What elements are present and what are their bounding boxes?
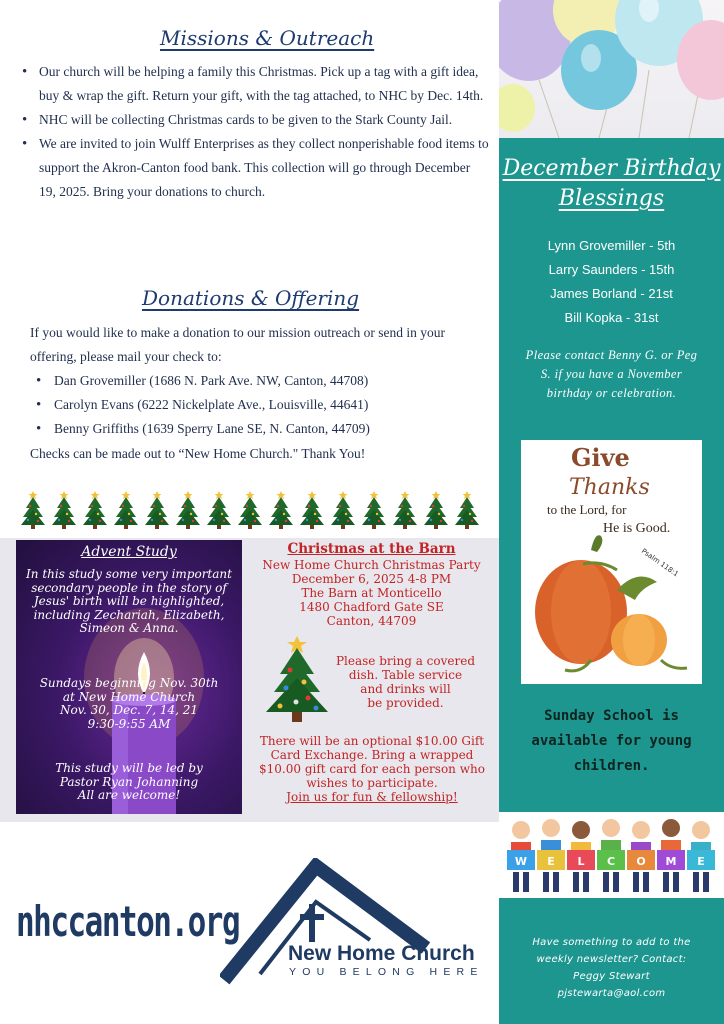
barn-food-line: dish. Table service bbox=[348, 668, 463, 682]
birthday-title bbox=[499, 154, 724, 214]
advent-leader-line: All are welcome! bbox=[77, 788, 181, 802]
donations-address-list bbox=[36, 369, 486, 441]
barn-detail-line: Canton, 44709 bbox=[326, 614, 417, 628]
christmas-tree-icon bbox=[299, 490, 325, 530]
welcome-letter: C bbox=[606, 855, 616, 868]
right-sidebar bbox=[499, 0, 724, 1024]
advent-title: Advent Study bbox=[81, 544, 177, 560]
barn-food-line: be provided. bbox=[367, 696, 444, 710]
advent-schedule bbox=[16, 677, 242, 731]
logo-church-name: New Home Church bbox=[288, 942, 475, 965]
christmas-tree-icon bbox=[237, 490, 263, 530]
welcome-letter: L bbox=[577, 855, 585, 868]
advent-schedule-line: at New Home Church bbox=[62, 689, 196, 704]
christmas-tree-icon bbox=[206, 490, 232, 530]
donations-intro: If you would like to make a donation to our mission outreach or send in your offering, please mail your check to: bbox=[30, 325, 446, 364]
thanks-art-line3: to the Lord, for bbox=[547, 502, 627, 517]
christmas-tree-icon bbox=[113, 490, 139, 530]
barn-detail-line: December 6, 2025 4-8 PM bbox=[291, 572, 452, 586]
barn-detail-line: The Barn at Monticello bbox=[301, 586, 442, 600]
welcome-letter: W bbox=[514, 855, 528, 868]
join-us-text: Join us for fun & fellowship! bbox=[286, 790, 458, 804]
birthday-item: James Borland - 21st bbox=[550, 286, 673, 301]
birthday-title-line1: December Birthday bbox=[502, 156, 721, 181]
donations-closing: Checks can be made out to “New Home Church." Thank You! bbox=[30, 446, 366, 461]
barn-title: Christmas at the Barn bbox=[287, 541, 456, 557]
christmas-tree-icon bbox=[392, 490, 418, 530]
advent-leader bbox=[16, 762, 242, 803]
barn-details bbox=[250, 558, 493, 628]
birthday-item: Larry Saunders - 15th bbox=[548, 262, 675, 277]
missions-item: • We are invited to join Wulff Enterprises as they collect nonperishable food items to support the Akron-Canton food bank. This collection will go through December 19, 2025. Bring your donations to church. bbox=[20, 132, 490, 204]
christmas-tree-icon bbox=[51, 490, 77, 530]
christmas-tree-divider bbox=[20, 490, 480, 530]
donation-address: • Dan Grovemiller (1686 N. Park Ave. NW, Canton, 44708) bbox=[36, 369, 486, 393]
welcome-letter: E bbox=[547, 855, 555, 868]
gift-exchange-text: There will be an optional $10.00 Gift Card Exchange. Bring a wrapped $10.00 gift card for each person who wishes to participate. bbox=[259, 734, 485, 790]
welcome-kids-image bbox=[499, 812, 724, 898]
thanks-art-ref: Psalm 118:1 bbox=[639, 547, 680, 579]
christmas-tree-icon bbox=[454, 490, 480, 530]
advent-description: In this study some very important secondary people in the story of Jesus' birth will be highlighted, including Zechariah, Elizabeth, Simeon & Anna. bbox=[26, 567, 232, 635]
missions-item: • NHC will be collecting Christmas cards to be given to the Stark County Jail. bbox=[20, 108, 490, 132]
contact-line: weekly newsletter? Contact: bbox=[536, 954, 687, 965]
birthday-item: Bill Kopka - 31st bbox=[564, 310, 659, 325]
christmas-tree-image bbox=[262, 632, 332, 724]
christmas-tree-icon bbox=[144, 490, 170, 530]
missions-list bbox=[20, 60, 490, 204]
advent-schedule-line: 9:30-9:55 AM bbox=[87, 716, 171, 731]
gift-exchange-note bbox=[254, 734, 490, 804]
christmas-tree-icon bbox=[82, 490, 108, 530]
thanks-art-line2: Thanks bbox=[569, 475, 650, 500]
advent-schedule-line: Sundays beginning Nov. 30th bbox=[39, 676, 219, 690]
barn-food-line: Please bring a covered bbox=[335, 654, 476, 668]
advent-leader-line: This study will be led by bbox=[55, 761, 203, 775]
donations-title: Donations & Offering bbox=[142, 286, 360, 310]
sunday-school-note: Sunday School is available for young children. bbox=[531, 708, 692, 774]
christmas-tree-icon bbox=[20, 490, 46, 530]
christmas-tree-icon bbox=[330, 490, 356, 530]
barn-detail-line: New Home Church Christmas Party bbox=[262, 558, 481, 572]
advent-study-panel bbox=[16, 540, 242, 814]
donation-address: • Benny Griffiths (1639 Sperry Lane SE, N. Canton, 44709) bbox=[36, 417, 486, 441]
thanks-art-line1: Give bbox=[571, 443, 630, 472]
give-thanks-image bbox=[521, 440, 702, 684]
missions-title: Missions & Outreach bbox=[160, 26, 375, 50]
christmas-tree-icon bbox=[268, 490, 294, 530]
birthday-note: Please contact Benny G. or Peg S. if you have a November birthday or celebration. bbox=[525, 348, 698, 400]
contact-name: Peggy Stewart bbox=[573, 971, 650, 982]
website-url[interactable]: nhccanton.org bbox=[16, 898, 240, 947]
advent-leader-line: Pastor Ryan Johanning bbox=[59, 774, 199, 789]
barn-food-note bbox=[328, 654, 483, 710]
christmas-tree-icon bbox=[361, 490, 387, 530]
birthday-list bbox=[499, 234, 724, 330]
barn-event bbox=[250, 540, 493, 628]
advent-schedule-line: Nov. 30, Dec. 7, 14, 21 bbox=[59, 703, 199, 717]
welcome-letter: M bbox=[665, 855, 677, 868]
thanks-art-line4: He is Good. bbox=[603, 521, 671, 536]
balloons-image bbox=[499, 0, 724, 138]
logo-tagline: YOU BELONG HERE bbox=[289, 966, 484, 978]
birthday-item: Lynn Grovemiller - 5th bbox=[547, 238, 676, 253]
christmas-tree-icon bbox=[175, 490, 201, 530]
birthday-title-line2: Blessings bbox=[558, 186, 665, 211]
missions-item: • Our church will be helping a family this Christmas. Pick up a tag with a gift idea, buy & wrap the gift. Return your gift, with the tag attached, to NHC by Dec. 14th. bbox=[20, 60, 490, 108]
newsletter-contact bbox=[511, 934, 712, 1002]
welcome-letter: O bbox=[636, 855, 646, 868]
donation-address: • Carolyn Evans (6222 Nickelplate Ave., Louisville, 44641) bbox=[36, 393, 486, 417]
contact-email[interactable]: pjstewarta@aol.com bbox=[557, 988, 666, 999]
welcome-letter: E bbox=[697, 855, 705, 868]
christmas-tree-icon bbox=[423, 490, 449, 530]
barn-food-line: and drinks will bbox=[360, 682, 451, 696]
contact-line: Have something to add to the bbox=[532, 937, 691, 948]
barn-detail-line: 1480 Chadford Gate SE bbox=[299, 600, 444, 614]
